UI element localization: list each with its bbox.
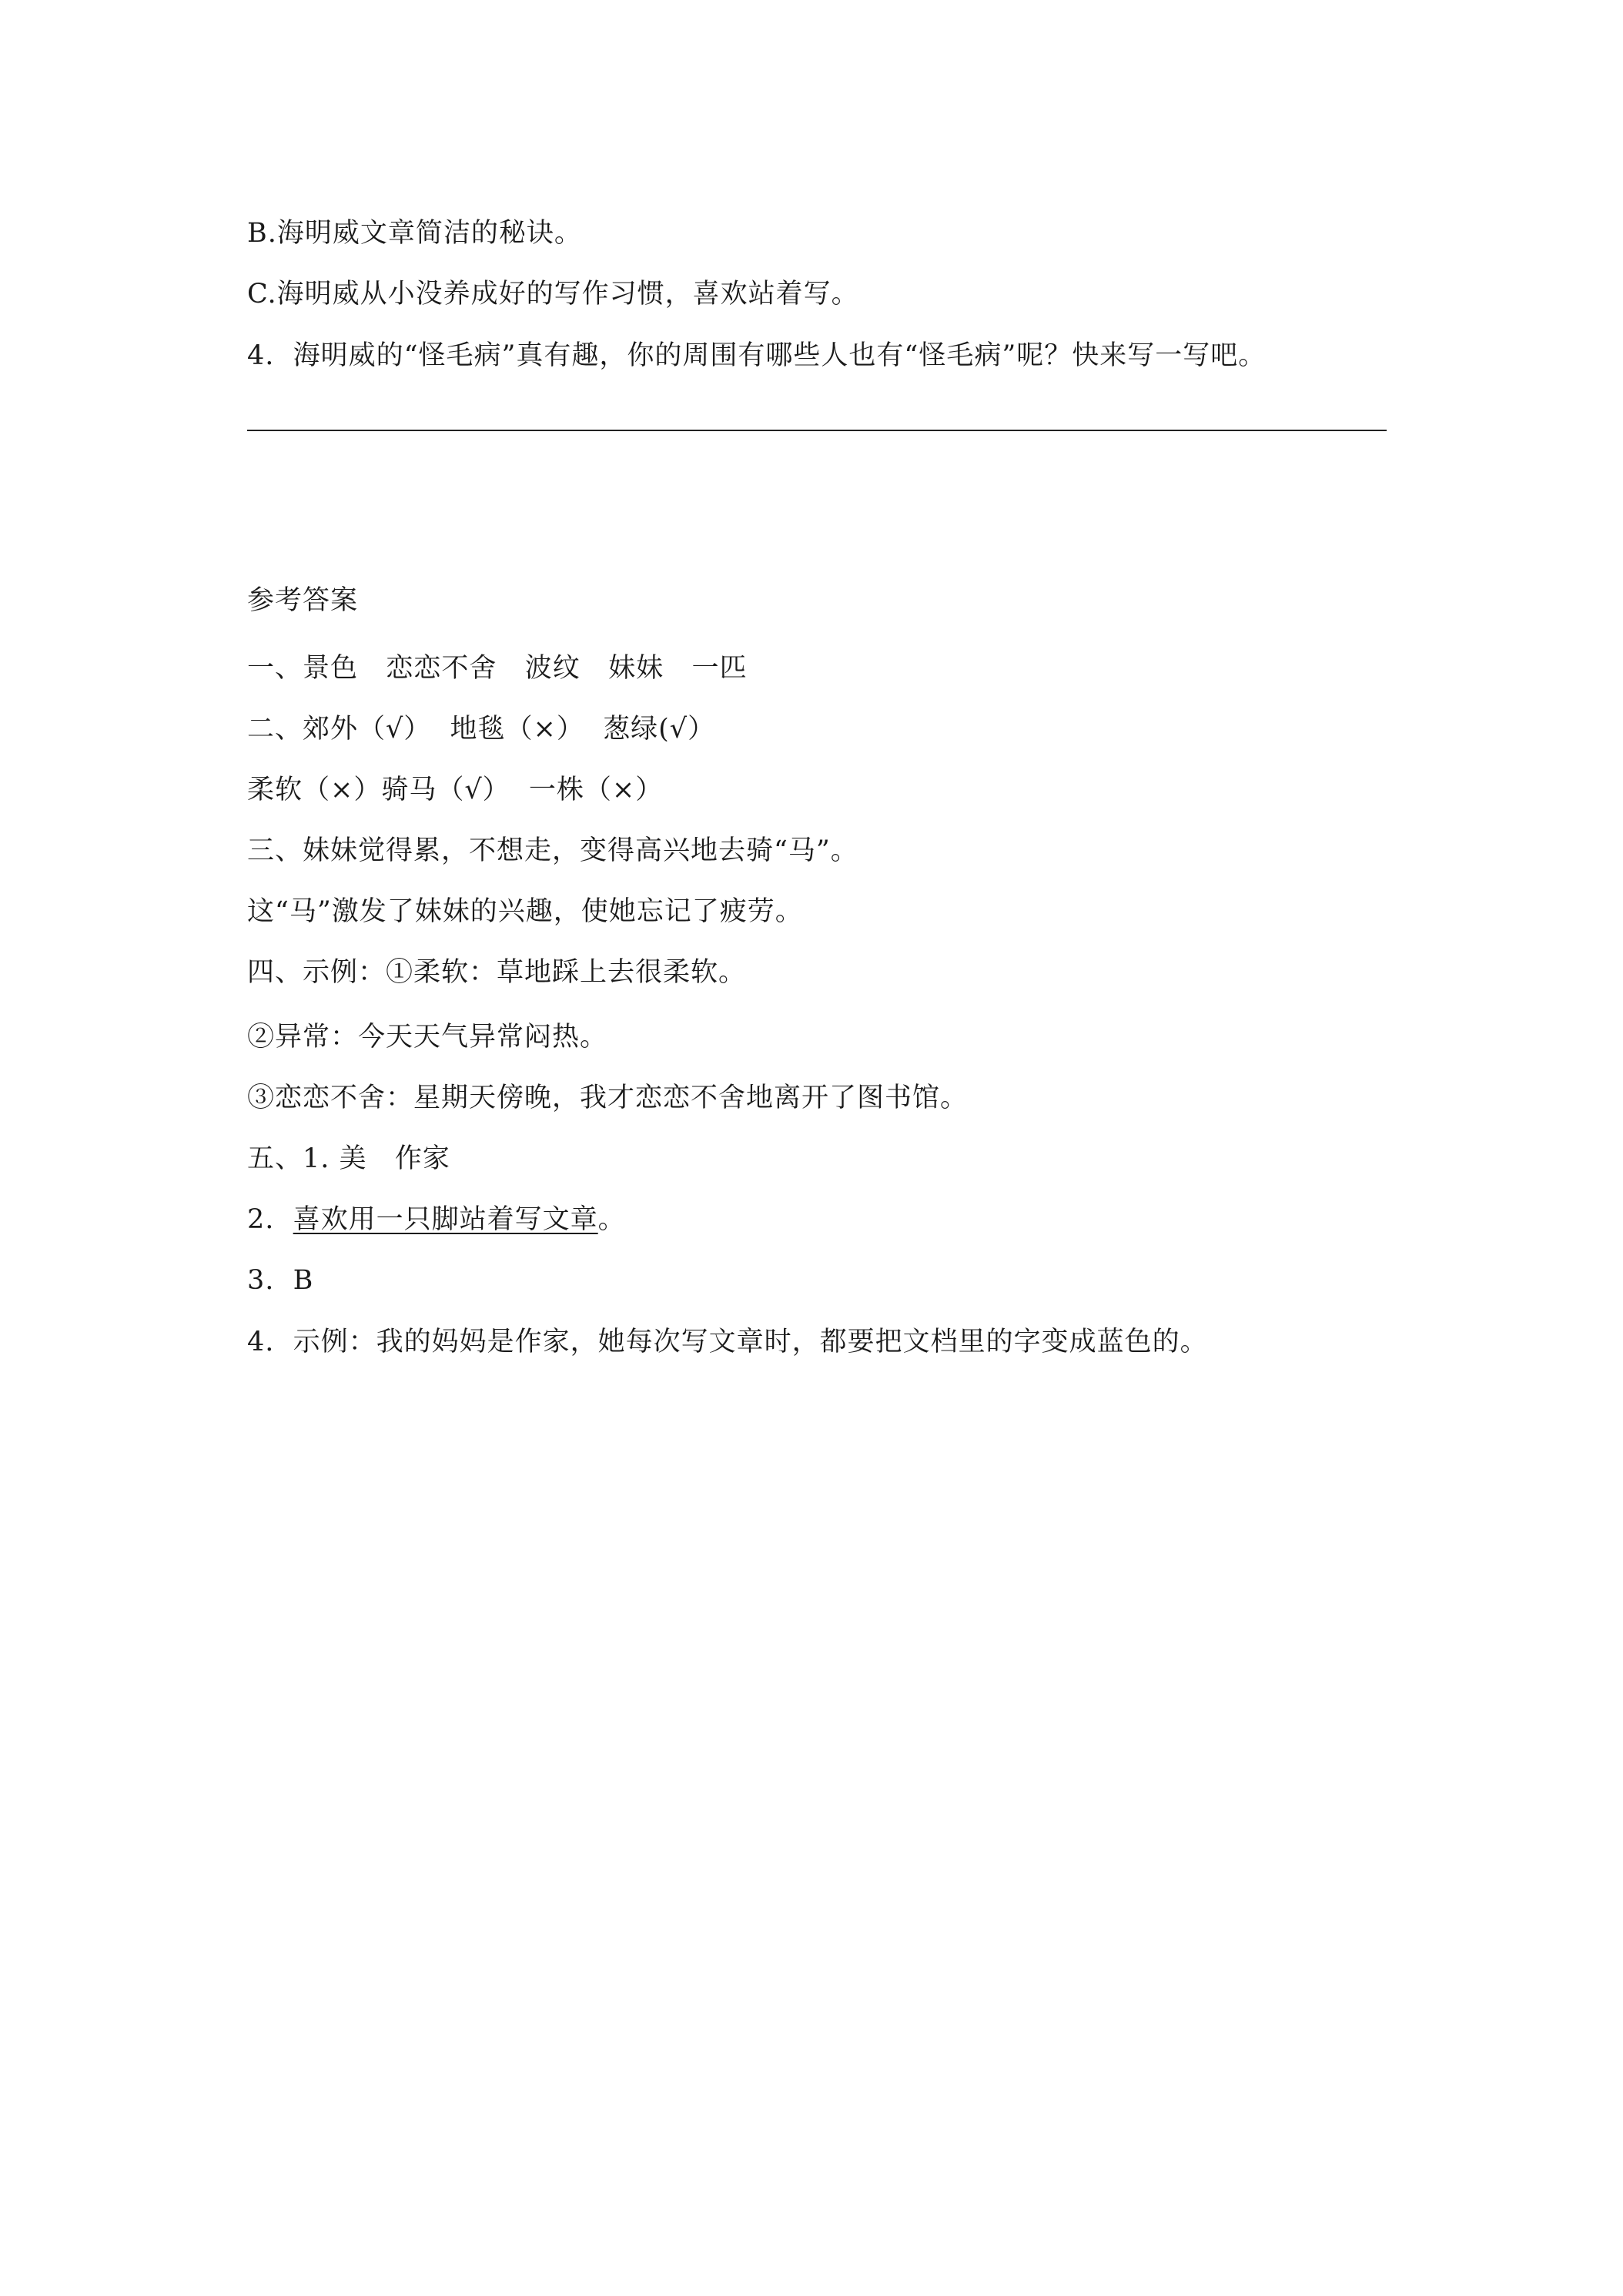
answer-section-5-item-1: 五、1. 美 作家 — [247, 1143, 450, 1174]
answer-writing-line — [247, 430, 1387, 431]
question-4: 4. 海明威的“怪毛病”真有趣，你的周围有哪些人也有“怪毛病”呢？快来写一写吧。 — [247, 340, 1267, 371]
answer-section-5-item-3: 3. B — [247, 1265, 314, 1296]
item-2-number: 2. — [247, 1204, 293, 1235]
answer-section-3-line-2: 这“马”激发了妹妹的兴趣，使她忘记了疲劳。 — [247, 896, 803, 927]
answer-section-4-line-1: 四、示例：①柔软：草地踩上去很柔软。 — [247, 957, 747, 988]
answer-section-5-item-4: 4. 示例：我的妈妈是作家，她每次写文章时，都要把文档里的字变成蓝色的。 — [247, 1327, 1208, 1357]
answer-section-2-line-2: 柔软（×）骑马（√） 一株（×） — [247, 775, 664, 805]
question-option-c: C.海明威从小没养成好的写作习惯，喜欢站着写。 — [247, 279, 859, 310]
answer-section-2-line-1: 二、郊外（√） 地毯（×） 葱绿(√） — [247, 714, 716, 745]
answer-section-4-line-3: ③恋恋不舍：星期天傍晚，我才恋恋不舍地离开了图书馆。 — [247, 1083, 969, 1113]
item-2-period: 。 — [597, 1204, 626, 1235]
question-option-b: B.海明威文章简洁的秘诀。 — [247, 218, 582, 249]
answer-section-5-item-2 — [247, 1203, 626, 1237]
answer-section-1: 一、景色 恋恋不舍 波纹 妹妹 一匹 — [247, 653, 748, 684]
answer-key-heading: 参考答案 — [247, 585, 359, 616]
underlined-answer: 喜欢用一只脚站着写文章 — [293, 1204, 598, 1235]
answer-section-4-line-2: ②异常：今天天气异常闷热。 — [247, 1022, 608, 1053]
answer-section-3-line-1: 三、妹妹觉得累，不想走，变得高兴地去骑“马”。 — [247, 835, 858, 866]
